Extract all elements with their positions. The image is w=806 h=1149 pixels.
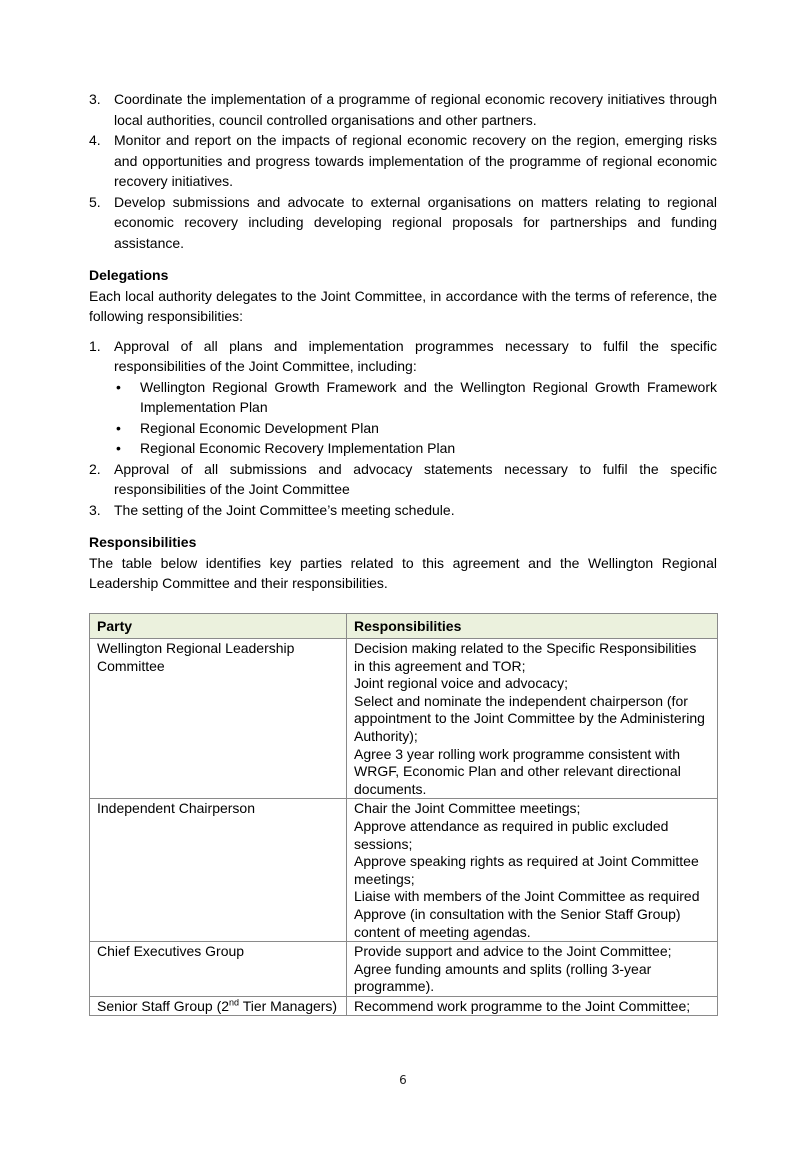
responsibility-line: Liaise with members of the Joint Committee as required bbox=[354, 888, 700, 905]
list-text: Approval of all submissions and advocacy statements necessary to fulfil the specific responsibilities of the Joint Committee bbox=[114, 460, 717, 497]
party-text: Tier Managers) bbox=[239, 997, 338, 1014]
list-item bbox=[89, 192, 717, 254]
page-number: 6 bbox=[399, 1073, 407, 1087]
intro-numbered-list bbox=[89, 89, 717, 253]
party-superscript: nd bbox=[229, 997, 240, 1008]
delegations-heading: Delegations bbox=[89, 267, 169, 283]
list-number: 3. bbox=[89, 501, 101, 518]
list-item bbox=[89, 459, 717, 500]
list-item bbox=[89, 336, 717, 459]
table-row bbox=[90, 996, 718, 1016]
responsibilities-intro: The table below identifies key parties related to this agreement and the Wellington Regional Leadership Committee and their responsibilities. bbox=[89, 554, 717, 591]
delegations-intro: Each local authority delegates to the Joint Committee, in accordance with the terms of reference, the following responsibilities: bbox=[89, 287, 717, 324]
list-text: The setting of the Joint Committee’s meeting schedule. bbox=[114, 501, 455, 518]
list-text: Coordinate the implementation of a programme of regional economic recovery initiatives through local authorities, council controlled organisations and other partners. bbox=[114, 91, 717, 128]
responsibilities-table bbox=[89, 613, 718, 1017]
responsibility-line: Approve attendance as required in public excluded sessions; bbox=[354, 817, 669, 852]
responsibility-line: Chair the Joint Committee meetings; bbox=[354, 800, 581, 817]
list-number: 4. bbox=[89, 132, 101, 148]
table-row bbox=[90, 942, 718, 997]
party-cell: Chief Executives Group bbox=[90, 942, 347, 997]
list-item bbox=[89, 130, 717, 192]
responsibility-line: Joint regional voice and advocacy; bbox=[354, 675, 569, 692]
list-text: Approval of all plans and implementation programmes necessary to fulfil the specific responsibilities of the Joint Committee, including: bbox=[114, 337, 717, 374]
document-page bbox=[89, 89, 717, 1016]
responsibilities-heading: Responsibilities bbox=[89, 534, 197, 550]
list-text: Develop submissions and advocate to external organisations on matters relating to regional economic recovery including developing regional proposals for partnerships and funding assistance. bbox=[114, 193, 717, 251]
bullet-item: • Regional Economic Development Plan bbox=[114, 418, 717, 439]
party-cell bbox=[90, 996, 347, 1016]
responsibilities-cell bbox=[347, 639, 718, 799]
responsibility-line: Agree funding amounts and splits (rolling 3-year programme). bbox=[354, 960, 652, 995]
bullet-item: • Wellington Regional Growth Framework and the Wellington Regional Growth Framework Implementation Plan bbox=[114, 377, 717, 418]
responsibility-line: Provide support and advice to the Joint Committee; bbox=[354, 943, 672, 960]
list-number: 5. bbox=[89, 193, 101, 210]
list-number: 1. bbox=[89, 337, 101, 354]
column-header-responsibilities: Responsibilities bbox=[347, 613, 718, 639]
column-header-party: Party bbox=[90, 613, 347, 639]
party-cell: Independent Chairperson bbox=[90, 799, 347, 942]
party-cell: Wellington Regional Leadership Committee bbox=[90, 639, 347, 799]
table-row bbox=[90, 799, 718, 942]
responsibilities-cell bbox=[347, 942, 718, 997]
responsibility-line: Decision making related to the Specific Responsibilities in this agreement and TOR; bbox=[354, 640, 697, 674]
list-number: 2. bbox=[89, 460, 101, 477]
list-number: 3. bbox=[89, 91, 101, 107]
bullet-item: • Regional Economic Recovery Implementation Plan bbox=[114, 438, 717, 459]
responsibilities-cell bbox=[347, 996, 718, 1016]
list-item bbox=[89, 500, 717, 521]
delegations-list bbox=[89, 336, 717, 521]
delegations-bullets bbox=[114, 377, 717, 459]
responsibility-line: Select and nominate the independent chairperson (for appointment to the Joint Committee by the Administering Authority); bbox=[354, 692, 705, 744]
table-header-row bbox=[90, 613, 718, 639]
responsibilities-cell bbox=[347, 799, 718, 942]
list-item bbox=[89, 89, 717, 130]
responsibility-line: Approve (in consultation with the Senior Staff Group) content of meeting agendas. bbox=[354, 905, 681, 940]
party-text: Senior Staff Group (2 bbox=[97, 997, 230, 1014]
responsibility-line: Recommend work programme to the Joint Committee; bbox=[354, 997, 691, 1014]
responsibility-line: Agree 3 year rolling work programme consistent with WRGF, Economic Plan and other relevant directional documents. bbox=[354, 745, 681, 797]
list-text: Monitor and report on the impacts of regional economic recovery on the region, emerging risks and opportunities and progress towards implementation of the programme of regional economic recovery initiatives. bbox=[114, 132, 717, 189]
responsibility-line: Approve speaking rights as required at Joint Committee meetings; bbox=[354, 853, 699, 887]
table-row bbox=[90, 639, 718, 799]
